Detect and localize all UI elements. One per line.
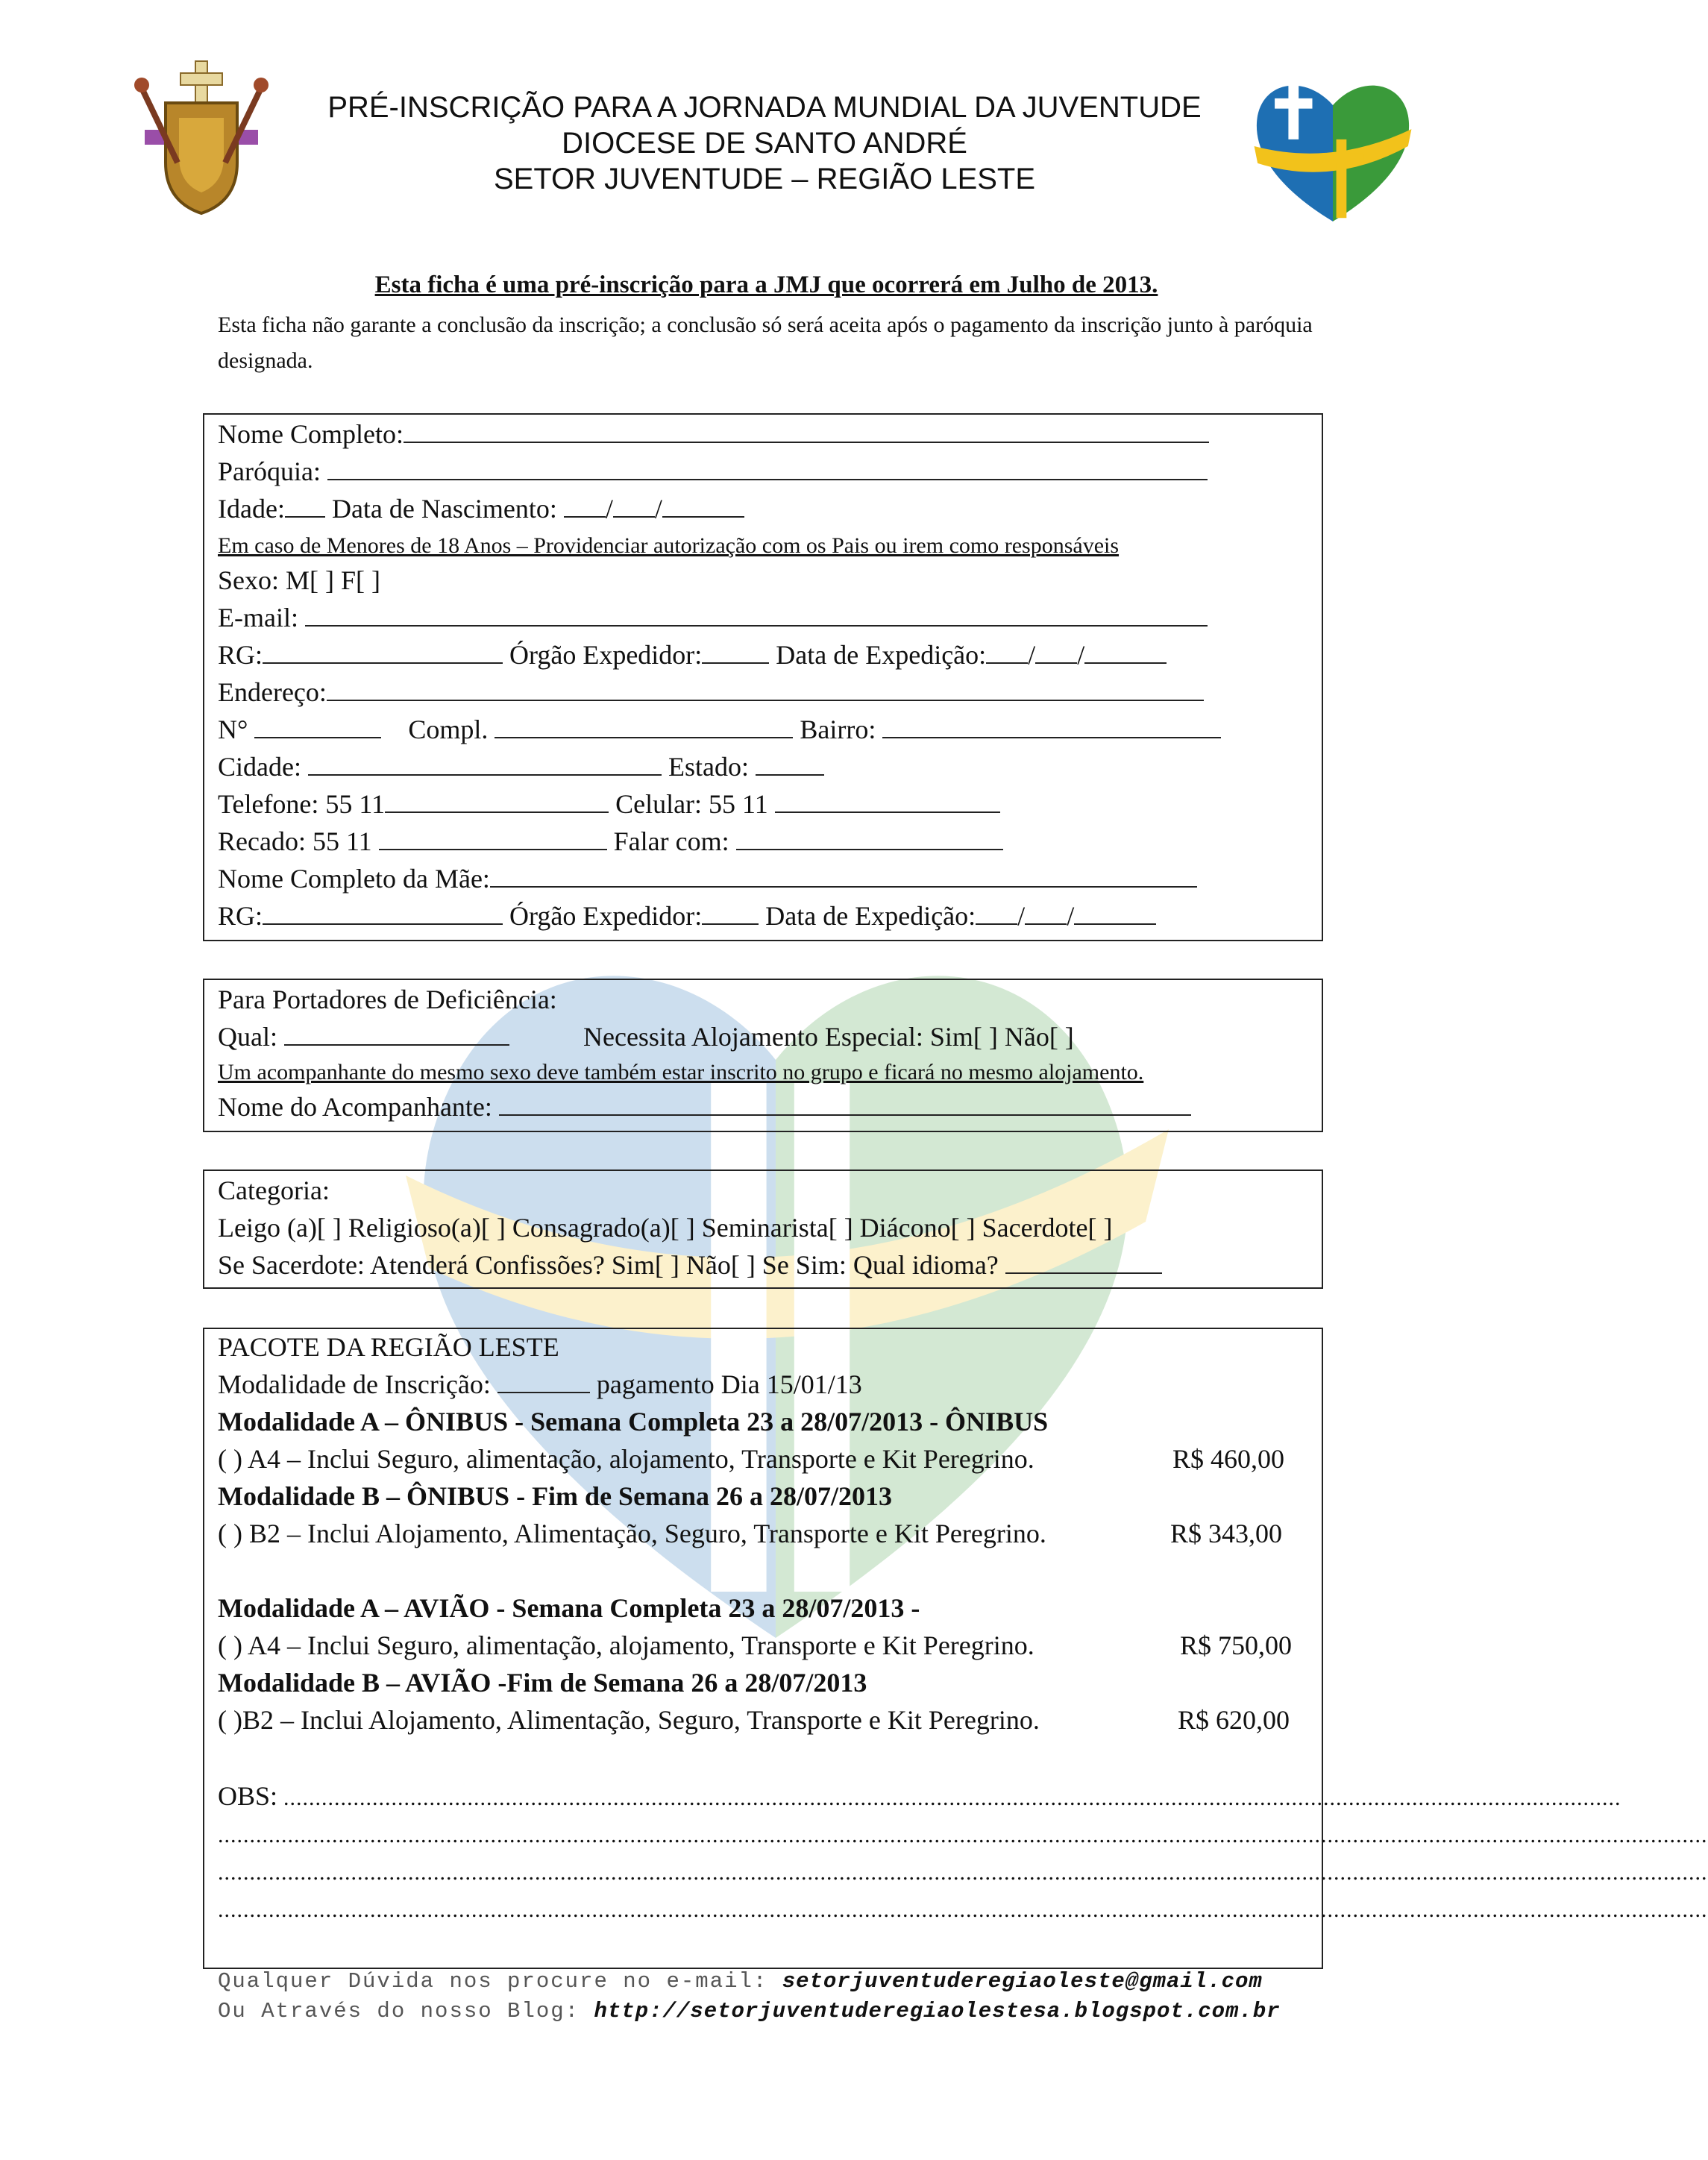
input-nasc-ano[interactable] — [662, 495, 744, 518]
pacote-title: PACOTE DA REGIÃO LESTE — [218, 1332, 559, 1362]
row-telefone — [218, 788, 1000, 820]
input-idioma[interactable] — [1005, 1252, 1162, 1274]
label-modalidade: Modalidade de Inscrição: — [218, 1369, 491, 1399]
obs-line-2[interactable]: ........................................................................................................................................................................................................................................... — [218, 1823, 1708, 1847]
input-exp2-mes[interactable] — [1025, 902, 1067, 925]
label-telefone: Telefone: 55 11 — [218, 789, 386, 819]
intro-title: Esta ficha é uma pré-inscrição para a JMJ que ocorrerá em Julho de 2013. — [374, 271, 1158, 298]
input-exp-dia[interactable] — [986, 641, 1028, 664]
label-compl: Compl. — [408, 715, 489, 744]
modalidade-a-aviao-title: Modalidade A – AVIÃO - Semana Completa 23 a 28/07/2013 - — [218, 1593, 920, 1623]
price-b2-aviao: R$ 620,00 — [1178, 1705, 1290, 1735]
row-rg: RG: Órgão Expedidor: Data de Expedição: / / — [218, 638, 1167, 671]
label-falar: Falar com: — [613, 826, 729, 856]
option-a4-aviao[interactable]: ( ) A4 – Inclui Seguro, alimentação, alojamento, Transporte e Kit Peregrino. — [218, 1630, 1034, 1660]
input-rg[interactable] — [263, 641, 503, 664]
input-nome[interactable] — [404, 421, 1209, 443]
row-idade: Idade: Data de Nascimento: / / — [218, 492, 744, 525]
row-modalidade — [218, 1368, 862, 1401]
price-a4-aviao: R$ 750,00 — [1180, 1630, 1293, 1660]
footer-email-row — [218, 1969, 1263, 1994]
footer-blog-row — [218, 1999, 1281, 2024]
modalidade-b-onibus-title: Modalidade B – ÔNIBUS - Fim de Semana 26 a 28/07/2013 — [218, 1481, 893, 1511]
obs-line-1[interactable]: ................................................................................................................................................................................................................... — [283, 1786, 1621, 1810]
label-nascimento: Data de Nascimento: — [331, 494, 557, 524]
row-recado — [218, 825, 1003, 858]
row-email — [218, 601, 1208, 634]
row-nome — [218, 418, 1209, 450]
header-line-1: PRÉ-INSCRIÇÃO PARA A JORNADA MUNDIAL DA JUVENTUDE — [327, 91, 1202, 124]
jmj-logo — [1247, 64, 1419, 228]
input-paroquia[interactable] — [327, 458, 1208, 480]
input-endereco[interactable] — [327, 679, 1204, 701]
input-nasc-mes[interactable] — [613, 495, 655, 518]
input-modalidade[interactable] — [497, 1371, 590, 1393]
input-telefone[interactable] — [385, 791, 609, 813]
input-compl[interactable] — [494, 716, 793, 738]
diocese-coat-of-arms — [127, 58, 276, 222]
sacerdote-question[interactable]: Se Sacerdote: Atenderá Confissões? Sim[ ] Não[ ] Se Sim: Qual idioma? — [218, 1250, 999, 1280]
alojamento-especial-checkboxes[interactable]: Necessita Alojamento Especial: Sim[ ] Não[ ] — [583, 1022, 1074, 1052]
label-acompanhante: Nome do Acompanhante: — [218, 1092, 492, 1122]
input-exp-mes[interactable] — [1035, 641, 1077, 664]
label-expedicao-mae: Data de Expedição: — [765, 901, 976, 931]
label-celular: Celular: 55 11 — [615, 789, 768, 819]
input-rg-mae[interactable] — [263, 902, 503, 925]
label-paroquia: Paróquia: — [218, 456, 321, 486]
label-endereco: Endereço: — [218, 677, 327, 707]
input-nasc-dia[interactable] — [564, 495, 606, 518]
label-expedicao: Data de Expedição: — [776, 640, 987, 670]
label-recado: Recado: 55 11 — [218, 826, 372, 856]
input-orgao-mae[interactable] — [702, 902, 759, 925]
option-b2-aviao[interactable]: ( )B2 – Inclui Alojamento, Alimentação, Seguro, Transporte e Kit Peregrino. — [218, 1705, 1040, 1735]
row-acompanhante — [218, 1090, 1191, 1123]
label-estado: Estado: — [668, 752, 749, 782]
obs-label: OBS: — [218, 1781, 278, 1811]
row-cidade — [218, 750, 824, 783]
price-a4-onibus: R$ 460,00 — [1172, 1444, 1285, 1474]
footer-email-label: Qualquer Dúvida nos procure no e-mail: — [218, 1969, 768, 1994]
label-numero: N° — [218, 715, 248, 744]
pagamento-date: pagamento Dia 15/01/13 — [596, 1369, 862, 1399]
input-exp2-ano[interactable] — [1074, 902, 1156, 925]
row-paroquia — [218, 455, 1208, 488]
input-bairro[interactable] — [882, 716, 1221, 738]
input-mae[interactable] — [490, 865, 1197, 888]
input-recado[interactable] — [379, 828, 607, 850]
input-falar[interactable] — [736, 828, 1003, 850]
deficiencia-title: Para Portadores de Deficiência: — [218, 985, 557, 1014]
row-sacerdote — [218, 1249, 1162, 1281]
categoria-options[interactable]: Leigo (a)[ ] Religioso(a)[ ] Consagrado(a)[ ] Seminarista[ ] Diácono[ ] Sacerdote[ ] — [218, 1213, 1113, 1243]
input-exp2-dia[interactable] — [976, 902, 1017, 925]
footer-email-link[interactable]: setorjuventuderegiaoleste@gmail.com — [782, 1969, 1263, 1994]
label-idade: Idade: — [218, 494, 285, 524]
input-qual[interactable] — [284, 1023, 509, 1046]
obs-line-3[interactable]: ........................................................................................................................................................................................................................................... — [218, 1860, 1708, 1885]
row-sexo[interactable]: Sexo: M[ ] F[ ] — [218, 565, 380, 595]
footer-blog-link[interactable]: http://setorjuventuderegiaolestesa.blogspot.com.br — [594, 1999, 1281, 2024]
modalidade-a-onibus-title: Modalidade A – ÔNIBUS - Semana Completa 23 a 28/07/2013 - ÔNIBUS — [218, 1407, 1049, 1437]
note-acompanhante: Um acompanhante do mesmo sexo deve também estar inscrito no grupo e ficará no mesmo alojamento. — [218, 1060, 1144, 1084]
price-b2-onibus: R$ 343,00 — [1170, 1519, 1283, 1548]
note-menores: Em caso de Menores de 18 Anos – Providenciar autorização com os Pais ou irem como responsáveis — [218, 533, 1120, 558]
label-rg: RG: — [218, 640, 263, 670]
label-orgao-mae: Órgão Expedidor: — [509, 901, 703, 931]
label-mae: Nome Completo da Mãe: — [218, 864, 490, 894]
row-mae — [218, 862, 1197, 895]
input-orgao[interactable] — [702, 641, 769, 664]
label-bairro: Bairro: — [800, 715, 876, 744]
label-orgao: Órgão Expedidor: — [509, 640, 703, 670]
label-cidade: Cidade: — [218, 752, 301, 782]
intro-text: Esta ficha não garante a conclusão da inscrição; a conclusão só será aceita após o pagamento da inscrição junto à paróquia designada. — [218, 313, 1313, 373]
row-qual — [218, 1020, 1074, 1053]
option-a4-onibus[interactable]: ( ) A4 – Inclui Seguro, alimentação, alojamento, Transporte e Kit Peregrino. — [218, 1444, 1034, 1474]
option-b2-onibus[interactable]: ( ) B2 – Inclui Alojamento, Alimentação, Seguro, Transporte e Kit Peregrino. — [218, 1519, 1046, 1548]
label-nome: Nome Completo: — [218, 419, 404, 449]
input-idade[interactable] — [285, 495, 325, 518]
input-exp-ano[interactable] — [1084, 641, 1167, 664]
modalidade-b-aviao-title: Modalidade B – AVIÃO -Fim de Semana 26 a 28/07/2013 — [218, 1668, 867, 1698]
input-estado[interactable] — [756, 753, 824, 776]
input-numero[interactable] — [254, 716, 381, 738]
label-email: E-mail: — [218, 603, 298, 632]
obs-line-4[interactable]: ........................................................................................................................................................................................................................................... — [218, 1897, 1708, 1922]
header-line-2: DIOCESE DE SANTO ANDRÉ — [562, 127, 967, 160]
input-cidade[interactable] — [308, 753, 662, 776]
label-qual: Qual: — [218, 1022, 277, 1052]
row-rg-mae: RG: Órgão Expedidor: Data de Expedição: / / — [218, 900, 1156, 932]
header-line-3: SETOR JUVENTUDE – REGIÃO LESTE — [493, 163, 1036, 195]
label-rg-mae: RG: — [218, 901, 263, 931]
row-numero — [218, 713, 1221, 746]
input-email[interactable] — [305, 604, 1208, 627]
input-acompanhante[interactable] — [499, 1093, 1191, 1116]
footer-blog-label: Ou Através do nosso Blog: — [218, 1999, 580, 2024]
row-endereco — [218, 676, 1204, 709]
categoria-title: Categoria: — [218, 1175, 330, 1205]
input-celular[interactable] — [775, 791, 1000, 813]
